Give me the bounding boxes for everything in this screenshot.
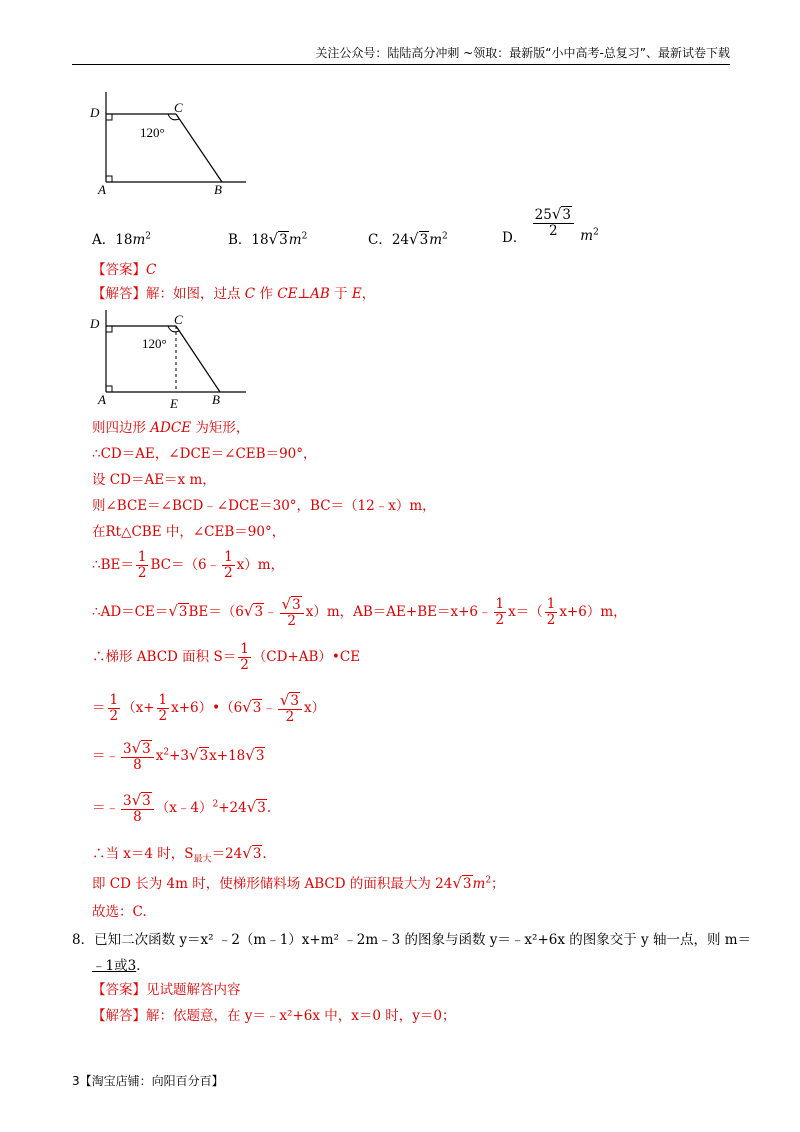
q8-answer: 【答案】见试题解答内容 (92, 982, 241, 998)
sol-line-3: 设 CD＝AE＝x m， (92, 472, 216, 488)
label-d: D (90, 105, 100, 120)
sol-line-6: ∴BE＝ $\frac{1}{2}$ BC＝（6﹣ $\frac{1}{2}$ x）m， (92, 549, 285, 581)
sol-line-11: ＝﹣ $\frac{3√3}{8}$ （x﹣4）$^2$+24√3. (92, 791, 272, 825)
option-d: D． $\frac{25√3}{2}$ $m^2$ (502, 205, 599, 247)
trapezoid-figure-1 (80, 92, 260, 202)
question-8: 8．已知二次函数 y＝x² ﹣2（m﹣1）x+m² ﹣2m﹣3 的图象与函数 y＝﹣x²+6x 的图象交于 y 轴一点，则 m＝ (72, 932, 752, 948)
label-b: B (212, 392, 220, 407)
sol-line-8: ∴梯形 ABCD 面积 S＝ $\frac{1}{2}$ （CD+AB）•CE (92, 641, 361, 673)
option-a: A．$18m^2$ (92, 231, 151, 248)
sol-line-1: 则四边形 ADCE 为矩形， (92, 420, 250, 436)
sol-line-5: 在Rt△CBE 中，∠CEB＝90°， (92, 524, 286, 540)
label-a: A (98, 182, 106, 197)
answer-line: 【答案】C (92, 262, 157, 278)
sol-line-10: ＝﹣ $\frac{3√3}{8}$ $x^2+3√3x+18√3$ (92, 739, 265, 773)
sol-line-14: 故选：C. (92, 904, 147, 920)
label-e: E (170, 396, 178, 410)
sol-line-13: 即 CD 长为 4m 时，使梯形储料场 ABCD 的面积最大为 $24√3m^2$； (92, 874, 505, 892)
question-8-blank: ﹣1或3． (92, 958, 150, 974)
header-rule (72, 64, 730, 65)
angle-label: 120° (140, 125, 165, 140)
solution-intro: 【解答】解：如图，过点 C 作 CE⊥AB 于 E， (92, 286, 376, 302)
label-a: A (98, 392, 106, 407)
page-footer: 3【淘宝店铺：向阳百分百】 (72, 1074, 224, 1088)
label-b: B (214, 182, 222, 197)
label-c: C (174, 312, 183, 327)
option-c: C．$24√3m^2$ (368, 230, 448, 248)
sol-line-2: ∴CD＝AE，∠DCE＝∠CEB＝90°， (92, 446, 317, 462)
label-d: D (90, 316, 100, 331)
q8-solution: 【解答】解：依题意，在 y＝﹣x²+6x 中，x＝0 时，y＝0； (92, 1008, 456, 1024)
angle-label: 120° (142, 336, 167, 351)
label-c: C (174, 100, 183, 115)
sol-line-12: ∴当 x＝4 时，$S_{最大}=24√3$. (92, 844, 267, 865)
option-b: B．$18√3m^2$ (228, 230, 308, 248)
sol-line-4: 则∠BCE＝∠BCD﹣∠DCE＝30°，BC＝（12﹣x）m， (92, 498, 436, 514)
sol-line-7: ∴AD＝CE＝√3BE＝（6√3﹣ $\frac{√3}{2}$ x）m，AB＝AE+BE＝x+6﹣ $\frac{1}{2}$ x＝（ $\frac{1}{2}$ x+6）m， (92, 595, 627, 629)
trapezoid-figure-2 (80, 310, 260, 410)
sol-line-9: ＝ $\frac{1}{2}$ （x+ $\frac{1}{2}$ x+6）•（6√3﹣ $\frac{√3}{2}$ x） (92, 691, 326, 725)
page-header: 关注公众号：陆陆高分冲刺 ~领取：最新版“小中高考-总复习”、最新试卷下载 (315, 46, 730, 60)
